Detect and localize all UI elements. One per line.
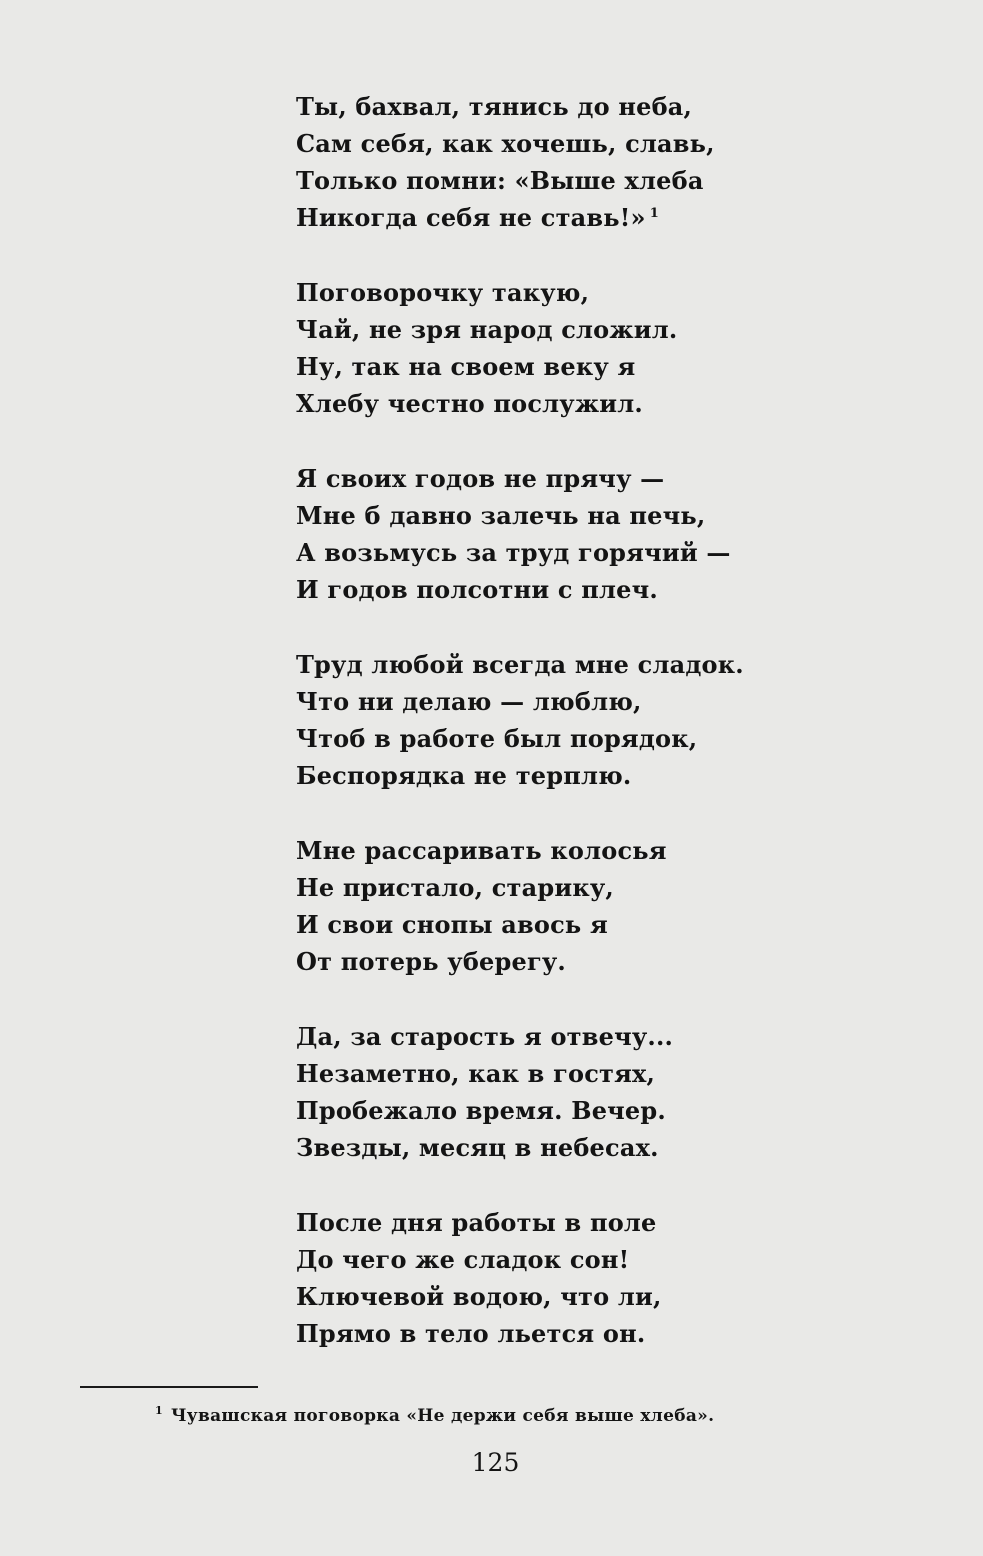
poem-line: Да, за старость я отвечу... [296,1022,674,1051]
poem-line: Пробежало время. Вечер. [296,1096,666,1125]
poem-line: Сам себя, как хочешь, славь, [296,129,715,158]
footnote-marker: 1 [649,206,659,221]
poem-line: Труд любой всегда мне сладок. [296,650,744,679]
footnote-number: 1 [155,1404,163,1418]
poem-line: Мне рассаривать колосья [296,836,667,865]
stanza-1 [296,88,816,236]
poem-line: Хлебу честно послужил. [296,389,643,418]
stanza-5 [296,832,816,980]
poem-line: Беспорядка не терплю. [296,761,632,790]
poem-line: Звезды, месяц в небесах. [296,1133,659,1162]
poem-line: Прямо в тело льется он. [296,1319,646,1348]
poem [296,88,816,1390]
poem-line: Ты, бахвал, тянись до неба, [296,92,693,121]
stanza-3 [296,460,816,608]
poem-line: Незаметно, как в гостях, [296,1059,656,1088]
poem-line: И свои снопы авось я [296,910,608,939]
page-number-text: 125 [471,1448,520,1477]
stanza-4 [296,646,816,794]
poem-line: Чтоб в работе был порядок, [296,724,698,753]
poem-line: Только помни: «Выше хлеба [296,166,704,195]
page-number [0,1448,983,1477]
poem-line: От потерь уберегу. [296,947,566,976]
poem-line: А возьмусь за труд горячий — [296,538,731,567]
poem-line-with-footnote [296,199,816,236]
footnote-text: Чувашская поговорка «Не держи себя выше хлеба». [170,1406,715,1426]
poem-line: Что ни делаю — люблю, [296,687,642,716]
poem-line: Я своих годов не прячу — [296,464,665,493]
poem-line: Поговорочку такую, [296,278,590,307]
poem-line: Ну, так на своем веку я [296,352,636,381]
poem-line-text: Никогда себя не ставь!» [296,203,646,232]
stanza-6 [296,1018,816,1166]
stanza-2 [296,274,816,422]
poem-line: До чего же сладок сон! [296,1245,630,1274]
poem-line: Ключевой водою, что ли, [296,1282,662,1311]
poem-line: Не пристало, старику, [296,873,614,902]
poem-line: После дня работы в поле [296,1208,657,1237]
footnote [155,1406,714,1426]
poem-line: Мне б давно залечь на печь, [296,501,706,530]
poem-line: Чай, не зря народ сложил. [296,315,678,344]
poem-line: И годов полсотни с плеч. [296,575,658,604]
stanza-7 [296,1204,816,1352]
footnote-divider [80,1386,258,1388]
